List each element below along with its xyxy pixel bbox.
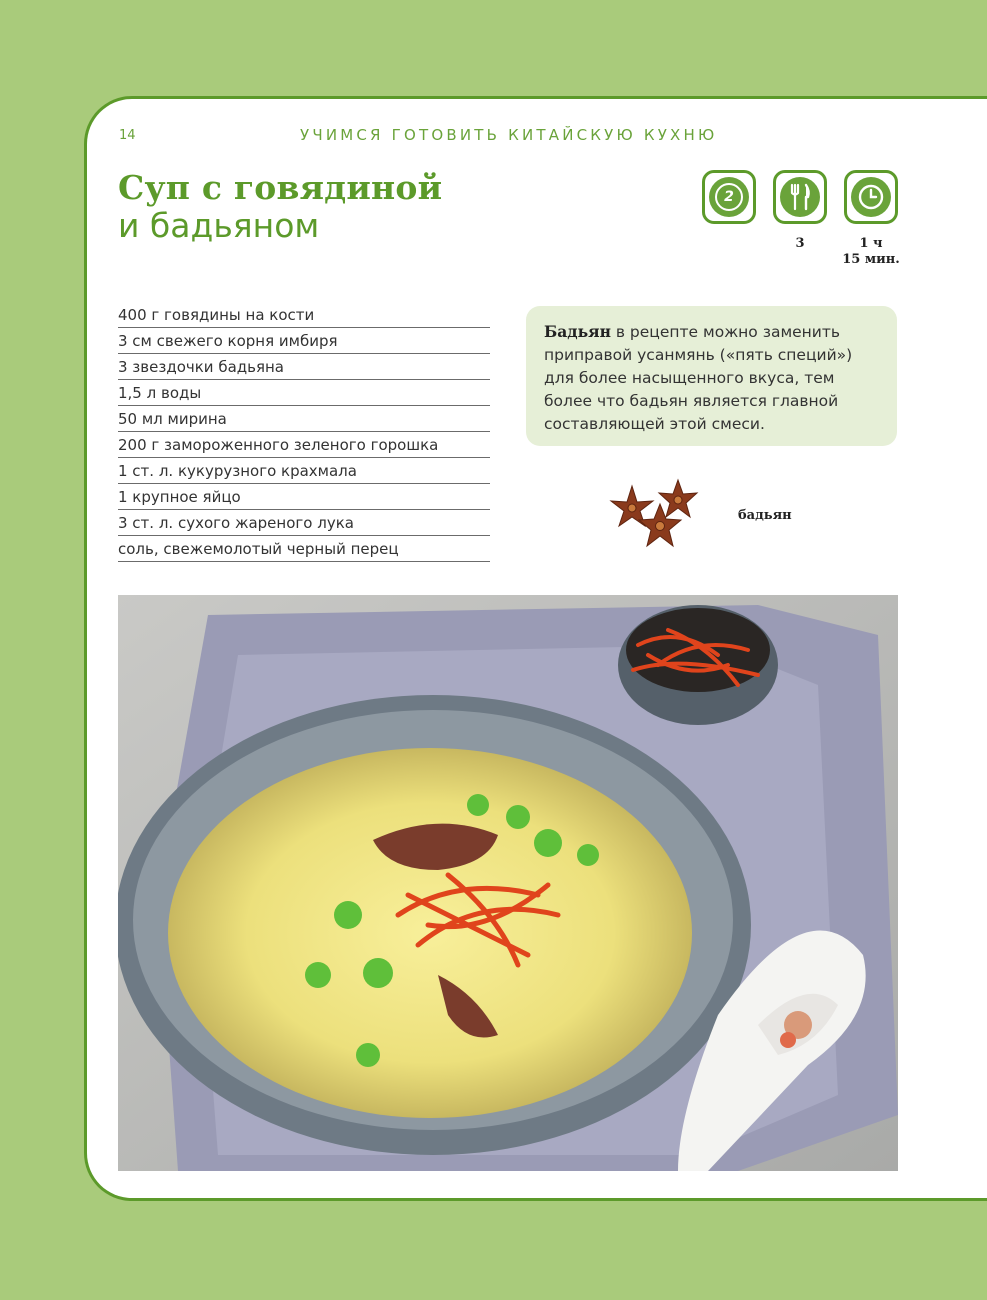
servings-value: 3	[795, 236, 805, 251]
ingredient-item: 3 см свежего корня имбиря	[118, 329, 490, 354]
page-number: 14	[119, 128, 136, 143]
difficulty-badge	[702, 170, 756, 224]
ingredient-item: 1,5 л воды	[118, 381, 490, 406]
star-anise-image	[598, 474, 710, 556]
ingredient-item: 1 крупное яйцо	[118, 485, 490, 510]
ingredient-item: 3 звездочки бадьяна	[118, 355, 490, 380]
tip-box	[526, 306, 897, 446]
ingredients-list	[118, 303, 490, 563]
clock-icon	[851, 177, 891, 217]
recipe-title: Суп с говядиной	[118, 168, 443, 207]
ingredient-item: 200 г замороженного зеленого горошка	[118, 433, 490, 458]
recipe-subtitle: и бадьяном	[118, 206, 320, 245]
time-value-hours: 1 ч	[859, 236, 883, 251]
time-value-minutes: 15 мин.	[842, 252, 900, 267]
servings-badge	[773, 170, 827, 224]
ingredient-item: соль, свежемолотый черный перец	[118, 537, 490, 562]
tip-text: в рецепте можно заменить приправой усанмянь («пять специй») для более насыщенного вкуса, тем более что бадьян является главной составляющей этой смеси.	[544, 323, 853, 433]
soup-photo	[118, 595, 898, 1171]
time-badge	[844, 170, 898, 224]
difficulty-level: 2	[715, 183, 743, 211]
ingredient-item: 400 г говядины на кости	[118, 303, 490, 328]
tip-bold: Бадьян	[544, 322, 611, 341]
running-head: УЧИМСЯ ГОТОВИТЬ КИТАЙСКУЮ КУХНЮ	[300, 126, 718, 144]
star-anise-label: бадьян	[738, 508, 792, 523]
difficulty-badge-icon	[709, 177, 749, 217]
ingredient-item: 1 ст. л. кукурузного крахмала	[118, 459, 490, 484]
ingredient-item: 50 мл мирина	[118, 407, 490, 432]
fork-knife-icon	[780, 177, 820, 217]
ingredient-item: 3 ст. л. сухого жареного лука	[118, 511, 490, 536]
